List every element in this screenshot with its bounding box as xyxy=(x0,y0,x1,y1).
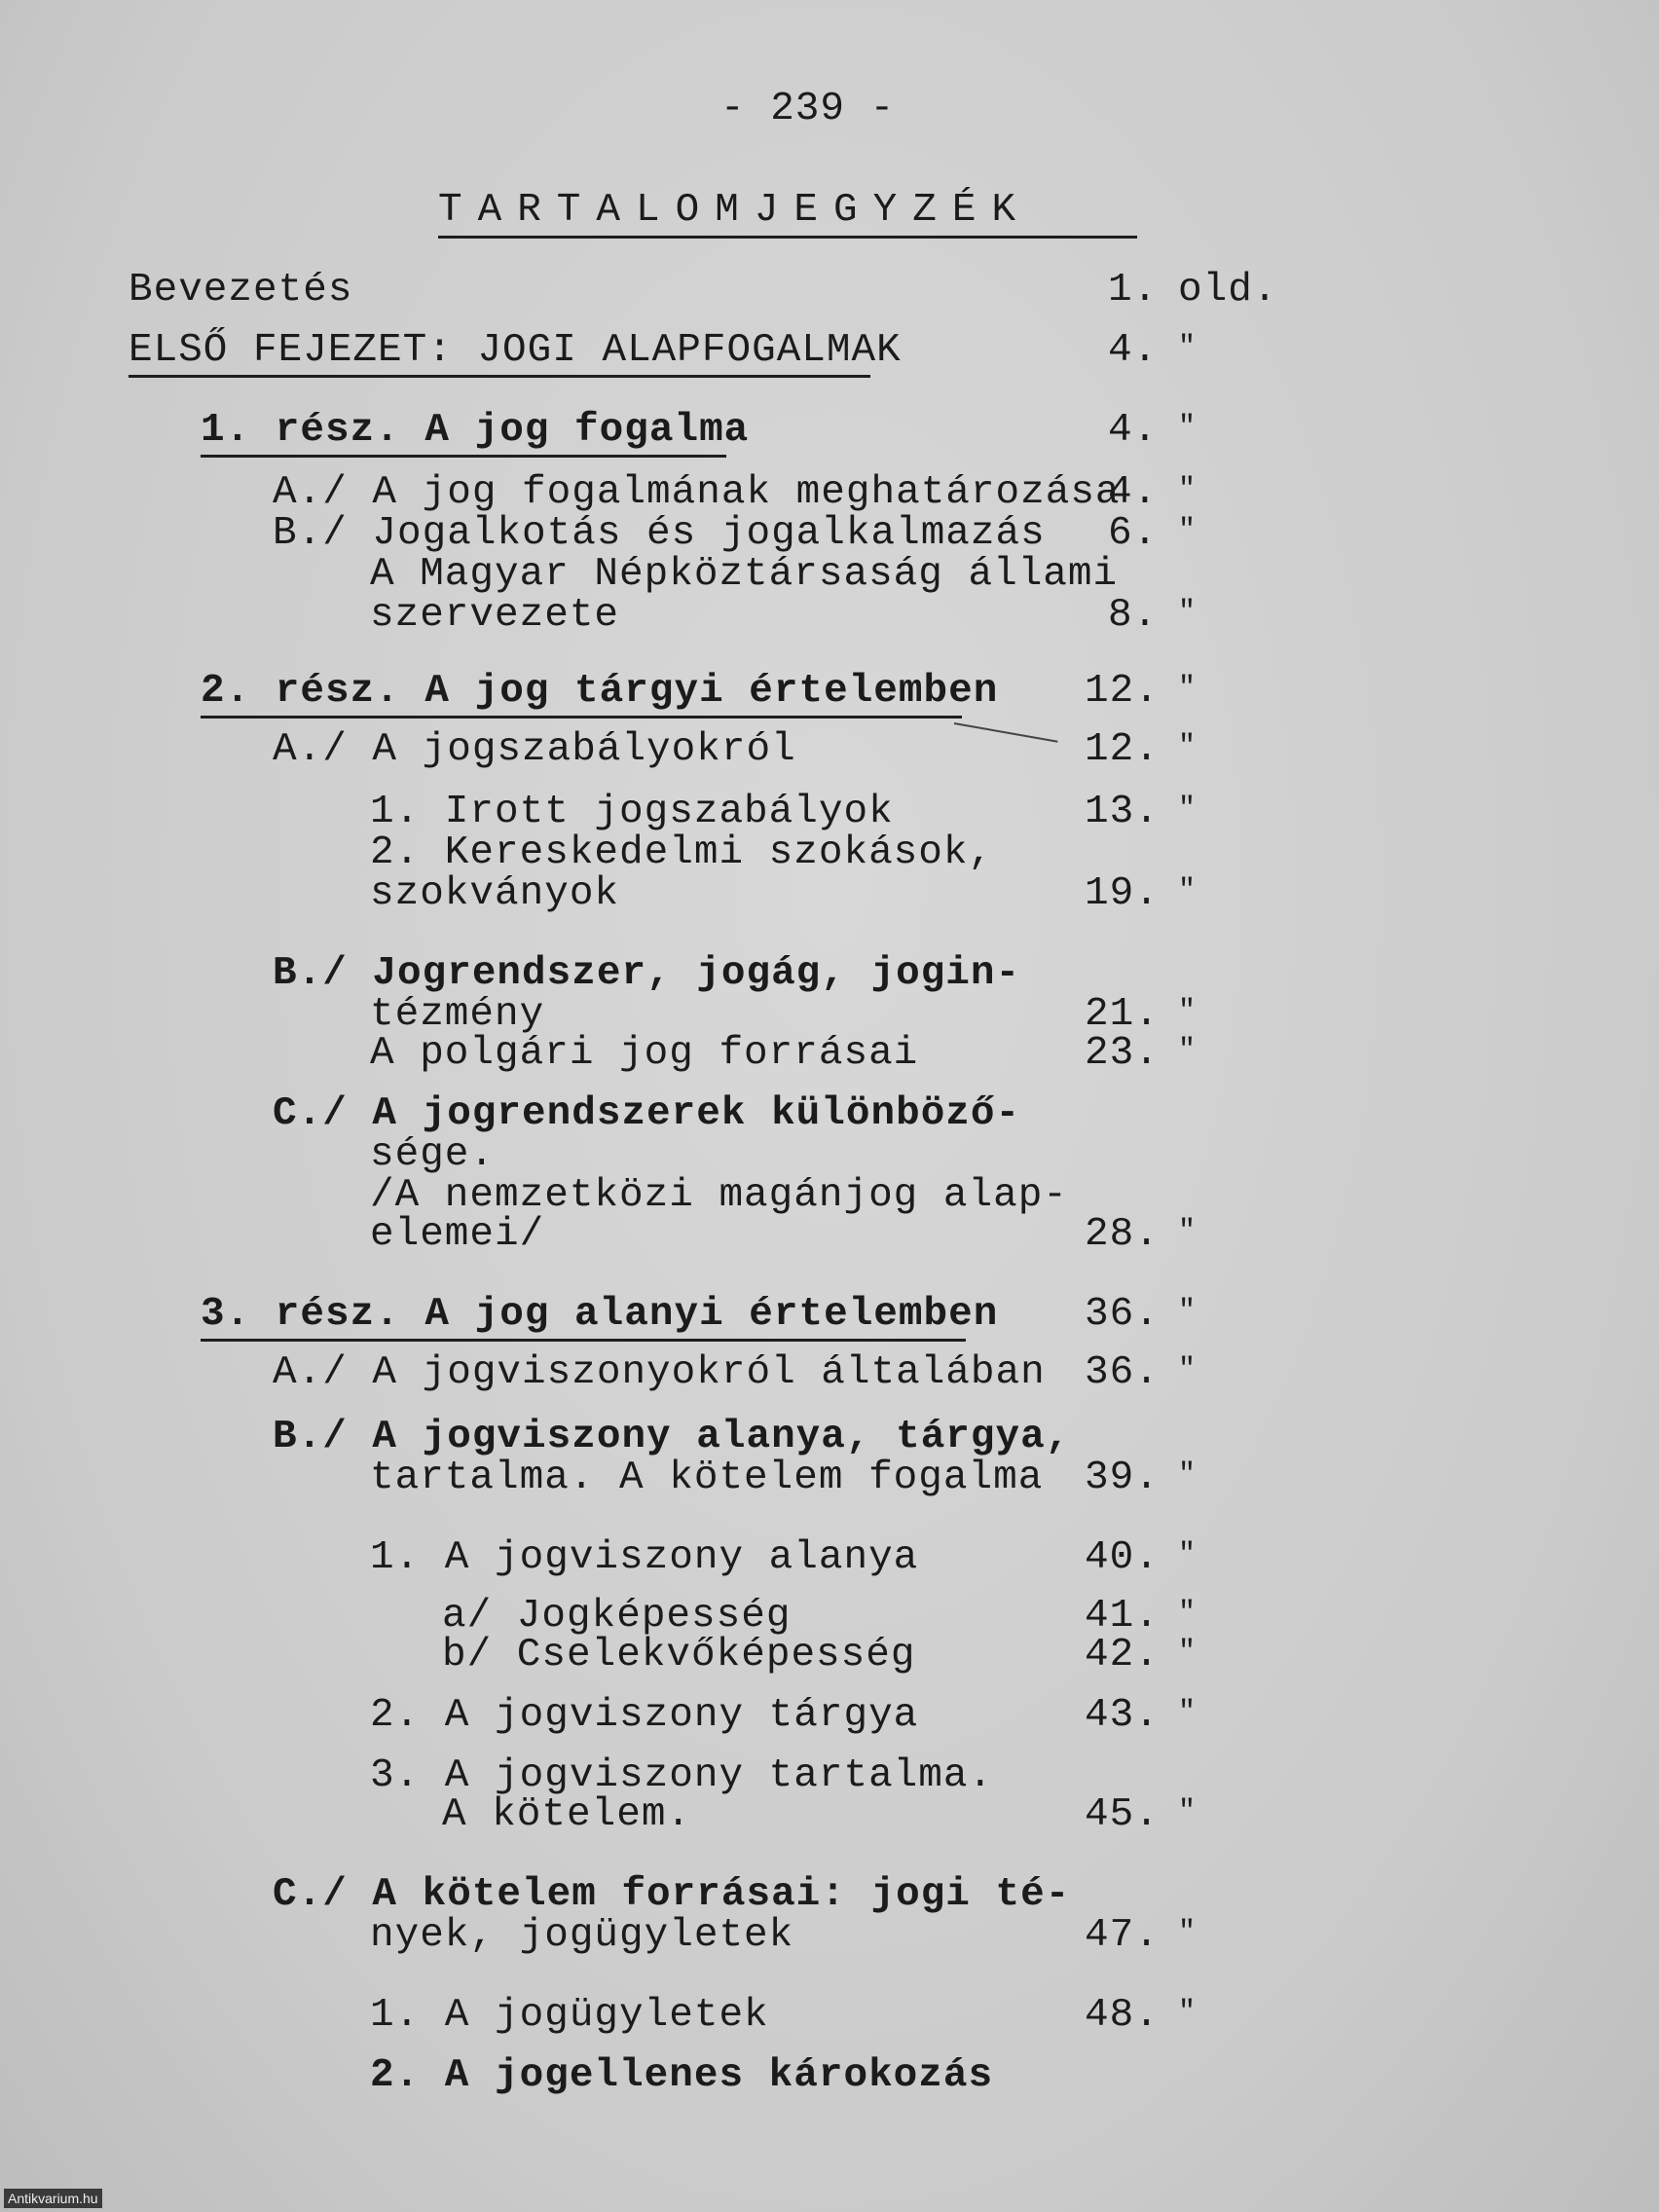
page-number: - 239 - xyxy=(720,87,896,131)
toc-entry-label: 2. A jogviszony tárgya xyxy=(370,1693,919,1738)
pen-stroke xyxy=(954,722,1058,743)
toc-entry-mark: " xyxy=(1178,1215,1198,1248)
toc-entry-mark: " xyxy=(1178,1795,1198,1828)
toc-entry-label: /A nemzetközi magánjog alap- xyxy=(370,1173,1068,1218)
heading-underline xyxy=(129,375,870,378)
toc-entry-page: 28. xyxy=(1085,1212,1160,1257)
toc-entry-label: C./ A kötelem forrásai: jogi té- xyxy=(273,1872,1071,1917)
toc-entry-mark: " xyxy=(1178,1916,1198,1949)
toc-entry-mark: " xyxy=(1178,1353,1198,1386)
toc-entry-mark: " xyxy=(1178,995,1198,1028)
toc-entry-label: ELSŐ FEJEZET: JOGI ALAPFOGALMAK xyxy=(129,328,902,373)
toc-entry-mark: " xyxy=(1178,514,1198,547)
toc-entry-mark: " xyxy=(1178,730,1198,763)
toc-entry-label: A./ A jogszabályokról xyxy=(273,727,796,772)
toc-entry-label: A Magyar Népköztársaság állami xyxy=(370,552,1119,597)
toc-entry-mark: " xyxy=(1178,1696,1198,1729)
page-title: TARTALOMJEGYZÉK xyxy=(438,188,1032,233)
toc-entry-label: 1. A jogügyletek xyxy=(370,1993,769,2038)
toc-entry-label: 3. A jogviszony tartalma. xyxy=(370,1753,994,1798)
toc-entry-mark: old. xyxy=(1178,268,1278,313)
toc-entry-label: 2. A jogellenes károkozás xyxy=(370,2053,994,2098)
toc-entry-mark: " xyxy=(1178,1996,1198,2029)
toc-entry-page: 12. xyxy=(1085,669,1160,714)
toc-entry-page: 19. xyxy=(1085,871,1160,916)
toc-entry-label: 2. rész. A jog tárgyi értelemben xyxy=(201,669,999,714)
toc-entry-label: 1. Irott jogszabályok xyxy=(370,790,894,834)
toc-entry-page: 12. xyxy=(1085,727,1160,772)
toc-entry-mark: " xyxy=(1178,874,1198,907)
toc-entry-mark: " xyxy=(1178,1034,1198,1067)
heading-underline xyxy=(201,1339,966,1342)
toc-entry-label: a/ Jogképesség xyxy=(442,1594,792,1639)
heading-underline xyxy=(201,455,726,458)
toc-entry-page: 40. xyxy=(1085,1535,1160,1580)
toc-entry-page: 36. xyxy=(1085,1292,1160,1337)
toc-entry-mark: " xyxy=(1178,473,1198,506)
toc-entry-page: 1. xyxy=(1108,268,1159,313)
toc-entry-page: 13. xyxy=(1085,790,1160,834)
toc-entry-label: nyek, jogügyletek xyxy=(370,1913,794,1958)
toc-entry-page: 48. xyxy=(1085,1993,1160,2038)
toc-entry-page: 47. xyxy=(1085,1913,1160,1958)
watermark: Antikvarium.hu xyxy=(4,2189,102,2208)
toc-entry-page: 8. xyxy=(1108,593,1159,638)
toc-entry-label: C./ A jogrendszerek különböző- xyxy=(273,1091,1021,1136)
toc-entry-mark: " xyxy=(1178,672,1198,705)
toc-entry-page: 42. xyxy=(1085,1633,1160,1677)
toc-entry-mark: " xyxy=(1178,1295,1198,1328)
toc-entry-label: B./ A jogviszony alanya, tárgya, xyxy=(273,1415,1071,1459)
toc-entry-label: Bevezetés xyxy=(129,268,353,313)
toc-entry-label: B./ Jogrendszer, jogág, jogin- xyxy=(273,951,1021,996)
toc-entry-mark: " xyxy=(1178,793,1198,826)
toc-entry-label: A kötelem. xyxy=(442,1792,692,1837)
toc-entry-page: 43. xyxy=(1085,1693,1160,1738)
toc-entry-page: 41. xyxy=(1085,1594,1160,1639)
toc-entry-label: szokványok xyxy=(370,871,620,916)
toc-entry-label: 1. rész. A jog fogalma xyxy=(201,408,750,453)
toc-entry-label: 2. Kereskedelmi szokások, xyxy=(370,830,994,875)
toc-entry-label: 1. A jogviszony alanya xyxy=(370,1535,919,1580)
toc-entry-mark: " xyxy=(1178,1458,1198,1492)
toc-entry-mark: " xyxy=(1178,331,1198,364)
toc-entry-label: b/ Cselekvőképesség xyxy=(442,1633,916,1677)
toc-entry-page: 4. xyxy=(1108,408,1159,453)
toc-entry-label: tartalma. A kötelem fogalma xyxy=(370,1456,1044,1500)
toc-entry-label: B./ Jogalkotás és jogalkalmazás xyxy=(273,511,1046,556)
toc-entry-mark: " xyxy=(1178,411,1198,444)
toc-entry-page: 45. xyxy=(1085,1792,1160,1837)
toc-entry-label: A polgári jog forrásai xyxy=(370,1031,919,1076)
toc-entry-mark: " xyxy=(1178,1597,1198,1630)
toc-entry-page: 4. xyxy=(1108,470,1159,515)
toc-entry-label: tézmény xyxy=(370,992,545,1037)
toc-entry-page: 36. xyxy=(1085,1350,1160,1395)
toc-entry-label: A./ A jog fogalmának meghatározása xyxy=(273,470,1121,515)
toc-entry-label: szervezete xyxy=(370,593,620,638)
toc-entry-label: elemei/ xyxy=(370,1212,545,1257)
toc-entry-label: sége. xyxy=(370,1132,496,1177)
toc-entry-mark: " xyxy=(1178,596,1198,629)
toc-entry-mark: " xyxy=(1178,1538,1198,1571)
toc-entry-page: 6. xyxy=(1108,511,1159,556)
title-underline xyxy=(438,236,1137,239)
toc-entry-label: 3. rész. A jog alanyi értelemben xyxy=(201,1292,999,1337)
toc-entry-page: 39. xyxy=(1085,1456,1160,1500)
toc-entry-mark: " xyxy=(1178,1636,1198,1669)
heading-underline xyxy=(201,716,962,719)
toc-entry-page: 23. xyxy=(1085,1031,1160,1076)
toc-entry-label: A./ A jogviszonyokról általában xyxy=(273,1350,1046,1395)
toc-entry-page: 21. xyxy=(1085,992,1160,1037)
toc-entry-page: 4. xyxy=(1108,328,1159,373)
